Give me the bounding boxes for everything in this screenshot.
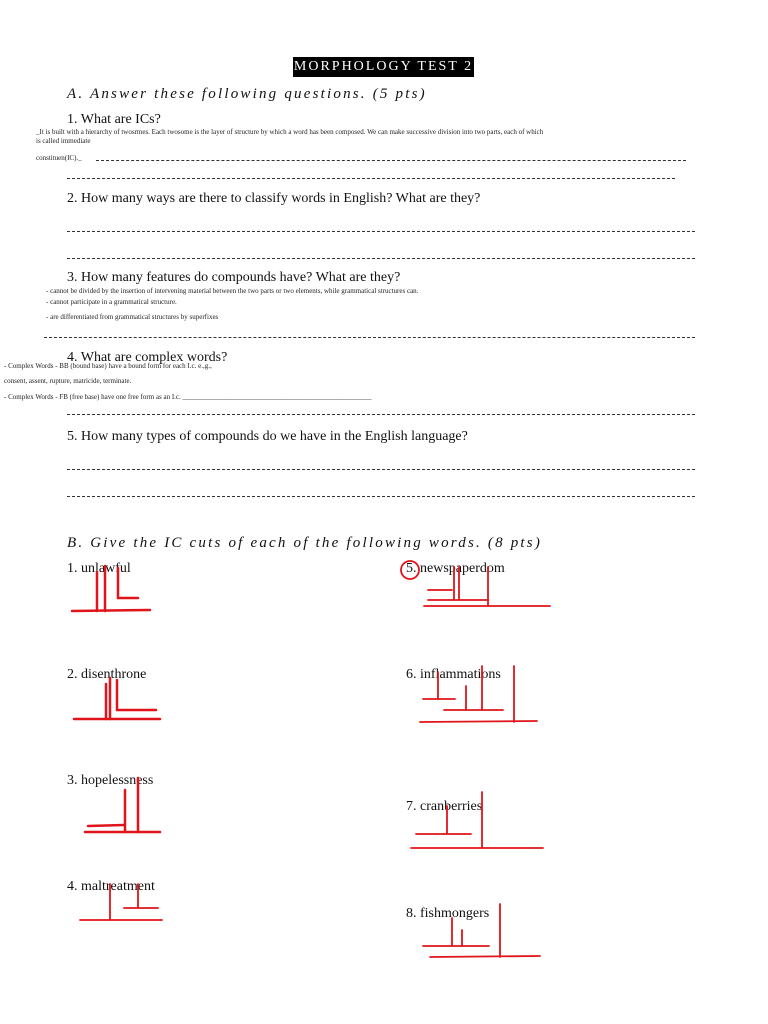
test-title: MORPHOLOGY TEST 2	[293, 57, 474, 77]
answer-line	[67, 231, 695, 232]
answer-4-line-3: - Complex Words - FB (free base) have one free form as an I.c. ______________________________________________________	[4, 393, 372, 401]
section-a-heading: A. Answer these following questions. (5 pts)	[67, 86, 427, 102]
word-3: 3. hopelessness	[67, 773, 154, 788]
answer-4-line-2: consent, assent, rupture, matricide, terminate.	[4, 377, 132, 385]
question-3: 3. How many features do compounds have? What are they?	[67, 270, 401, 285]
answer-3-line-1: - cannot be divided by the insertion of intervening material between the two parts or two elements, while grammatical structures can.	[46, 287, 419, 295]
answer-line	[67, 496, 695, 497]
question-4: 4. What are complex words?	[67, 350, 228, 365]
answer-line	[67, 258, 695, 259]
word-1: 1. unlawful	[67, 561, 131, 576]
word-6: 6. inflammations	[406, 667, 501, 682]
answer-line	[67, 178, 675, 179]
word-8: 8. fishmongers	[406, 906, 490, 921]
answer-line	[67, 469, 695, 470]
answer-line	[44, 337, 695, 338]
answer-1-line-2: is called immediate	[36, 137, 91, 145]
word-7: 7. cranberries	[406, 799, 483, 814]
answer-3-line-3: - are differentiated from grammatical structures by superfixes	[46, 313, 219, 321]
answer-4-line-1: - Complex Words - BB (bound base) have a bound form for each I.c. e.,g.,	[4, 362, 212, 370]
answer-3-line-2: - cannot participate in a grammatical structure.	[46, 298, 177, 306]
answer-1-line-1: _It is built with a hierarchy of twosrmes. Each twosome is the layer of structure by which a word has been composed. We can make successive division into two parts, each of which	[36, 128, 544, 136]
word-5: 5. newspaperdom	[406, 561, 505, 576]
question-2: 2. How many ways are there to classify words in English? What are they?	[67, 191, 481, 206]
ic-cut-disenthrone	[74, 678, 160, 719]
answer-1-line-3: constituen(IC)._	[36, 154, 82, 162]
answer-line	[67, 414, 695, 415]
question-1: 1. What are ICs?	[67, 112, 161, 127]
question-5: 5. How many types of compounds do we have in the English language?	[67, 429, 468, 444]
word-4: 4. maltreatment	[67, 879, 155, 894]
answer-line	[96, 160, 686, 161]
word-2: 2. disenthrone	[67, 667, 147, 682]
section-b-heading: B. Give the IC cuts of each of the following words. (8 pts)	[67, 535, 543, 551]
